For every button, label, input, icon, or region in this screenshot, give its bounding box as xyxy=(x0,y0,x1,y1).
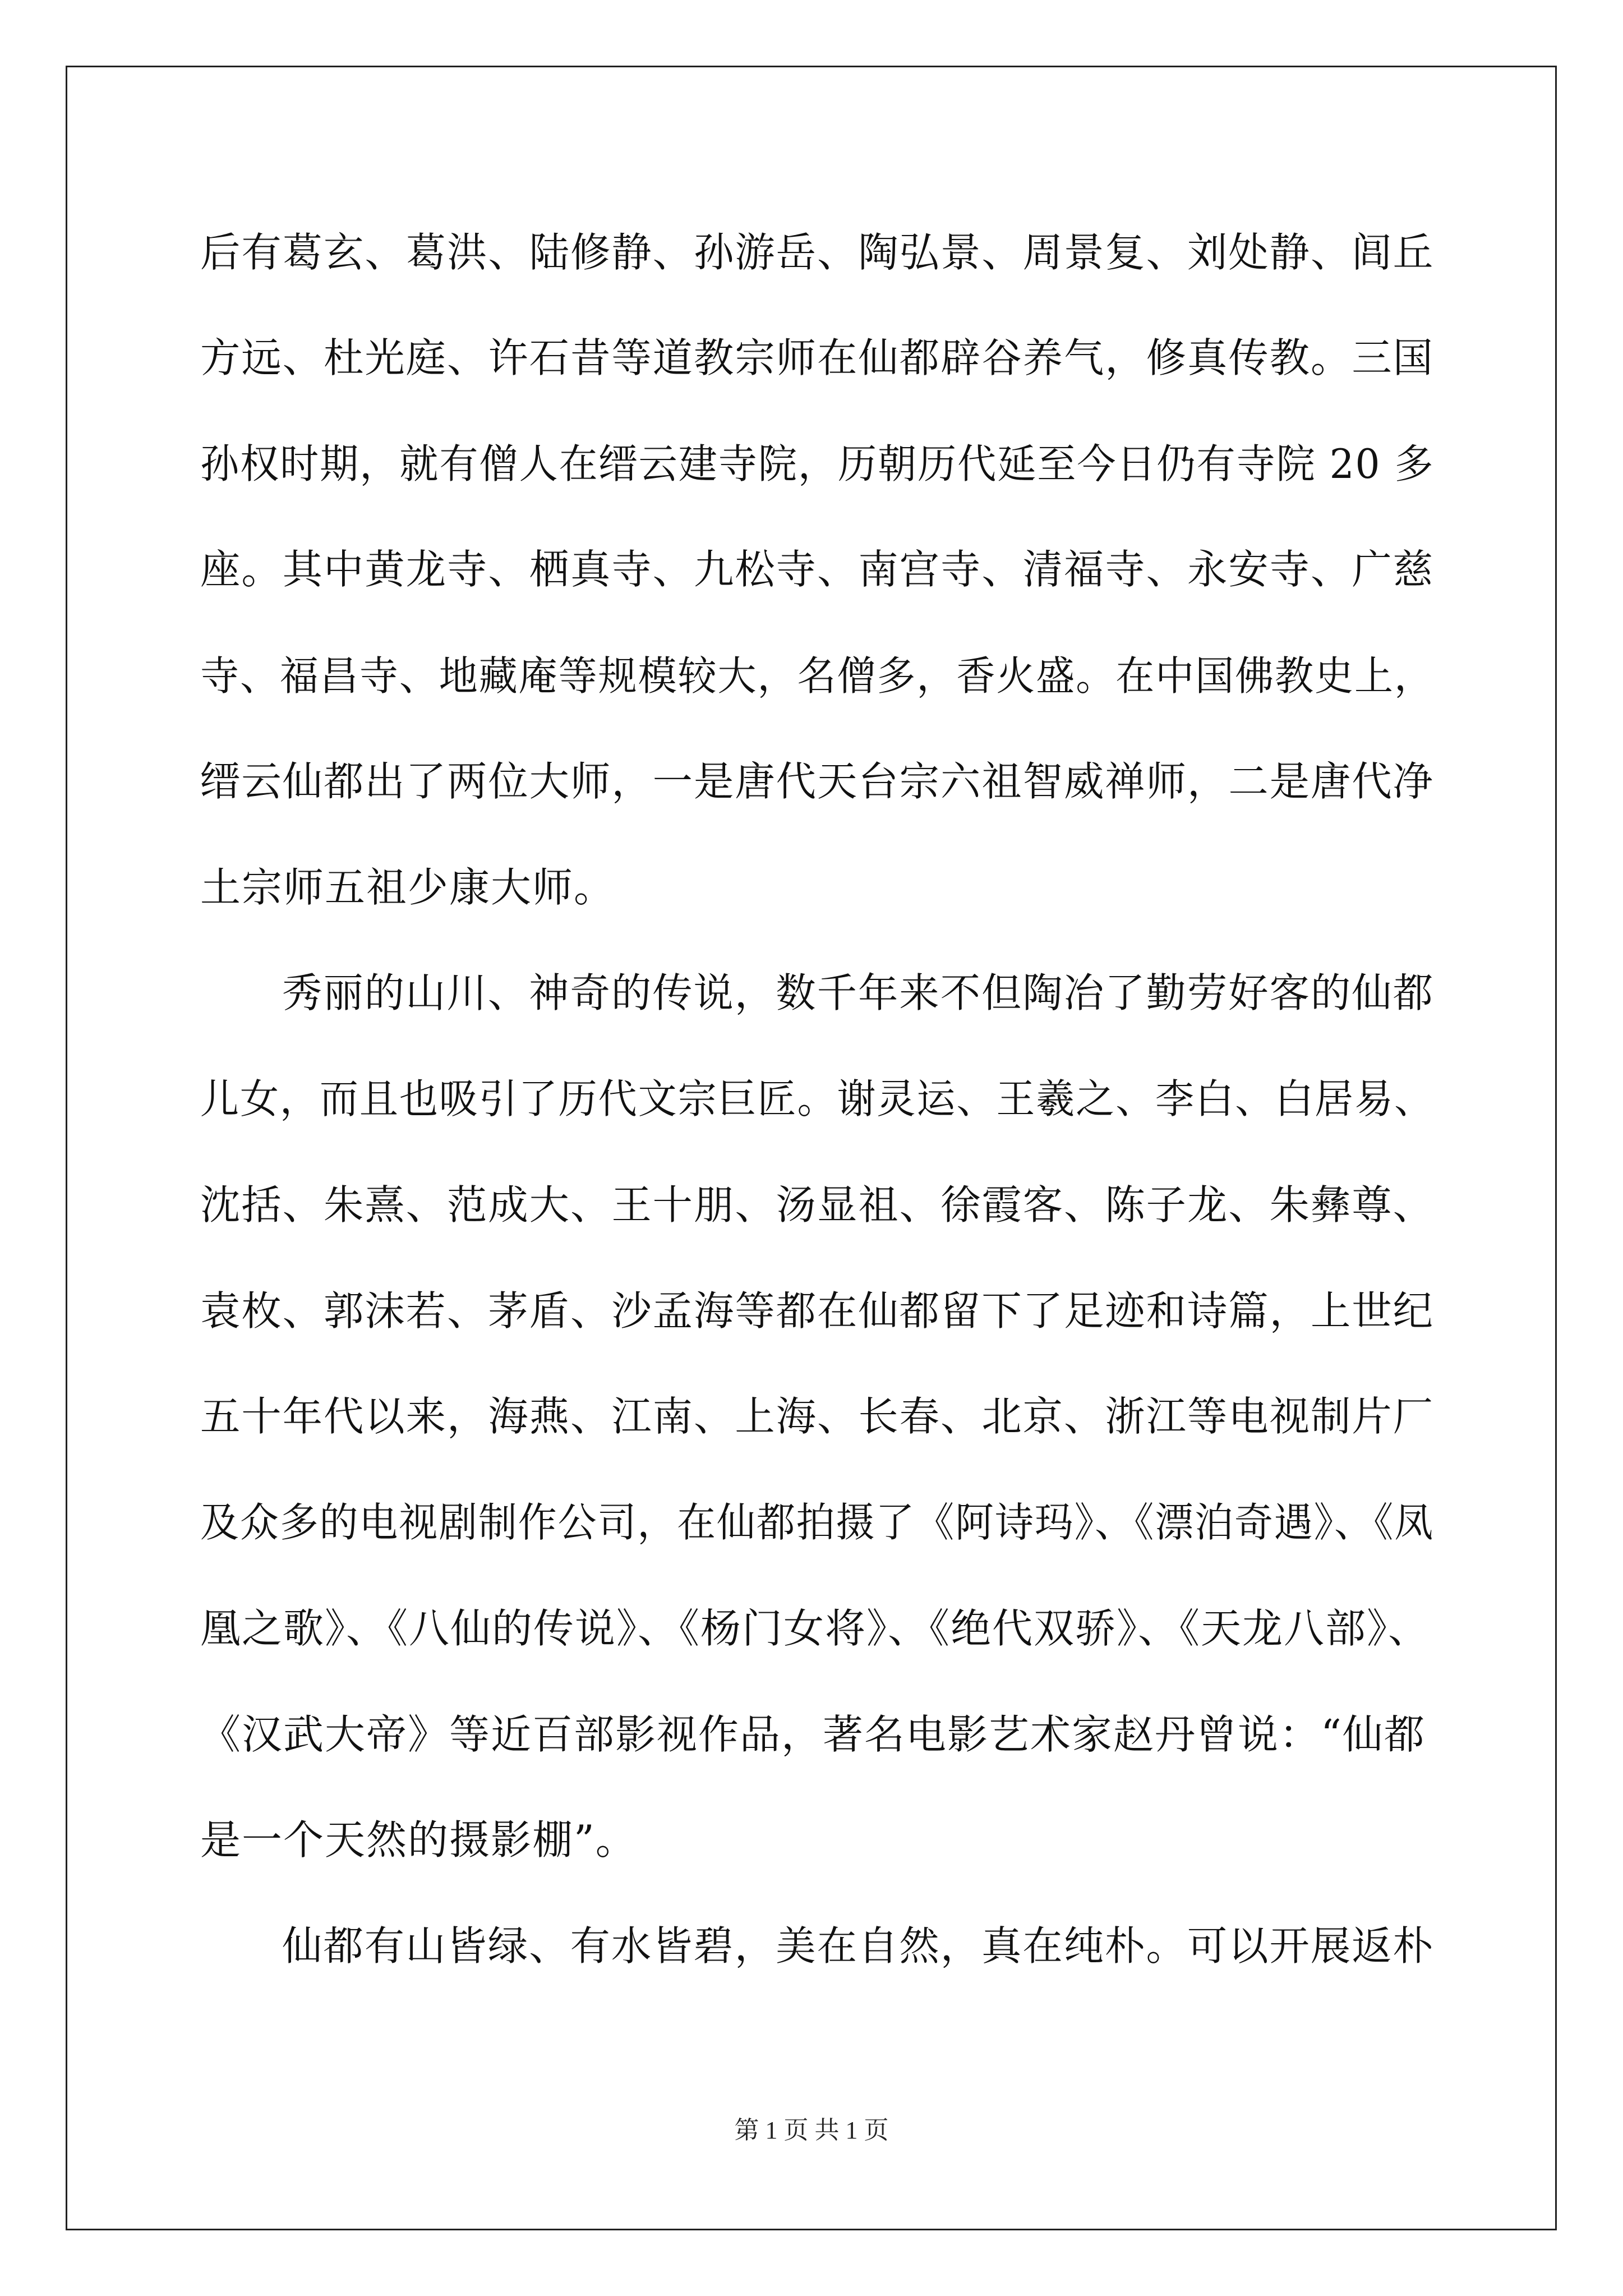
text-line: 缙云仙都出了两位大师，一是唐代天台宗六祖智威禅师，二是唐代净 xyxy=(200,758,1435,805)
text-line: 后有葛玄、葛洪、陆修静、孙游岳、陶弘景、周景复、刘处静、闾丘 xyxy=(200,229,1435,276)
text-line: 凰之歌》、《八仙的传说》、《杨门女将》、《绝代双骄》、《天龙八部》、 xyxy=(200,1605,1430,1652)
page-border xyxy=(66,66,1557,2230)
text-line: 袁枚、郭沫若、茅盾、沙孟海等都在仙都留下了足迹和诗篇，上世纪 xyxy=(200,1287,1435,1335)
text-line: 五十年代以来，海燕、江南、上海、长春、北京、浙江等电视制片厂 xyxy=(200,1393,1435,1440)
text-line: 是一个天然的摄影棚”。 xyxy=(200,1816,637,1864)
text-line: 寺、福昌寺、地藏庵等规模较大，名僧多，香火盛。在中国佛教史上， xyxy=(200,652,1434,700)
text-line: 孙权时期，就有僧人在缙云建寺院，历朝历代延至今日仍有寺院 20 多 xyxy=(200,440,1435,487)
paragraph-start-line: 仙都有山皆绿、有水皆碧，美在自然，真在纯朴。可以开展返朴 xyxy=(282,1922,1434,1970)
text-line: 《汉武大帝》等近百部影视作品，著名电影艺术家赵丹曾说：“仙都 xyxy=(200,1711,1426,1758)
text-line: 沈括、朱熹、范成大、王十朋、汤显祖、徐霞客、陈子龙、朱彝尊、 xyxy=(200,1181,1435,1228)
paragraph-start-line: 秀丽的山川、神奇的传说，数千年来不但陶冶了勤劳好客的仙都 xyxy=(282,969,1434,1016)
text-line: 及众多的电视剧制作公司，在仙都拍摄了《阿诗玛》、《漂泊奇遇》、《凤 xyxy=(200,1499,1435,1546)
page-footer: 第 1 页 共 1 页 xyxy=(734,2116,889,2144)
text-line: 儿女，而且也吸引了历代文宗巨匠。谢灵运、王羲之、李白、白居易、 xyxy=(200,1075,1434,1122)
text-line: 土宗师五祖少康大师。 xyxy=(200,864,616,911)
text-line: 座。其中黄龙寺、栖真寺、九松寺、南宫寺、清福寺、永安寺、广慈 xyxy=(200,546,1435,593)
text-line: 方远、杜光庭、许石昔等道教宗师在仙都辟谷养气，修真传教。三国 xyxy=(200,334,1435,381)
